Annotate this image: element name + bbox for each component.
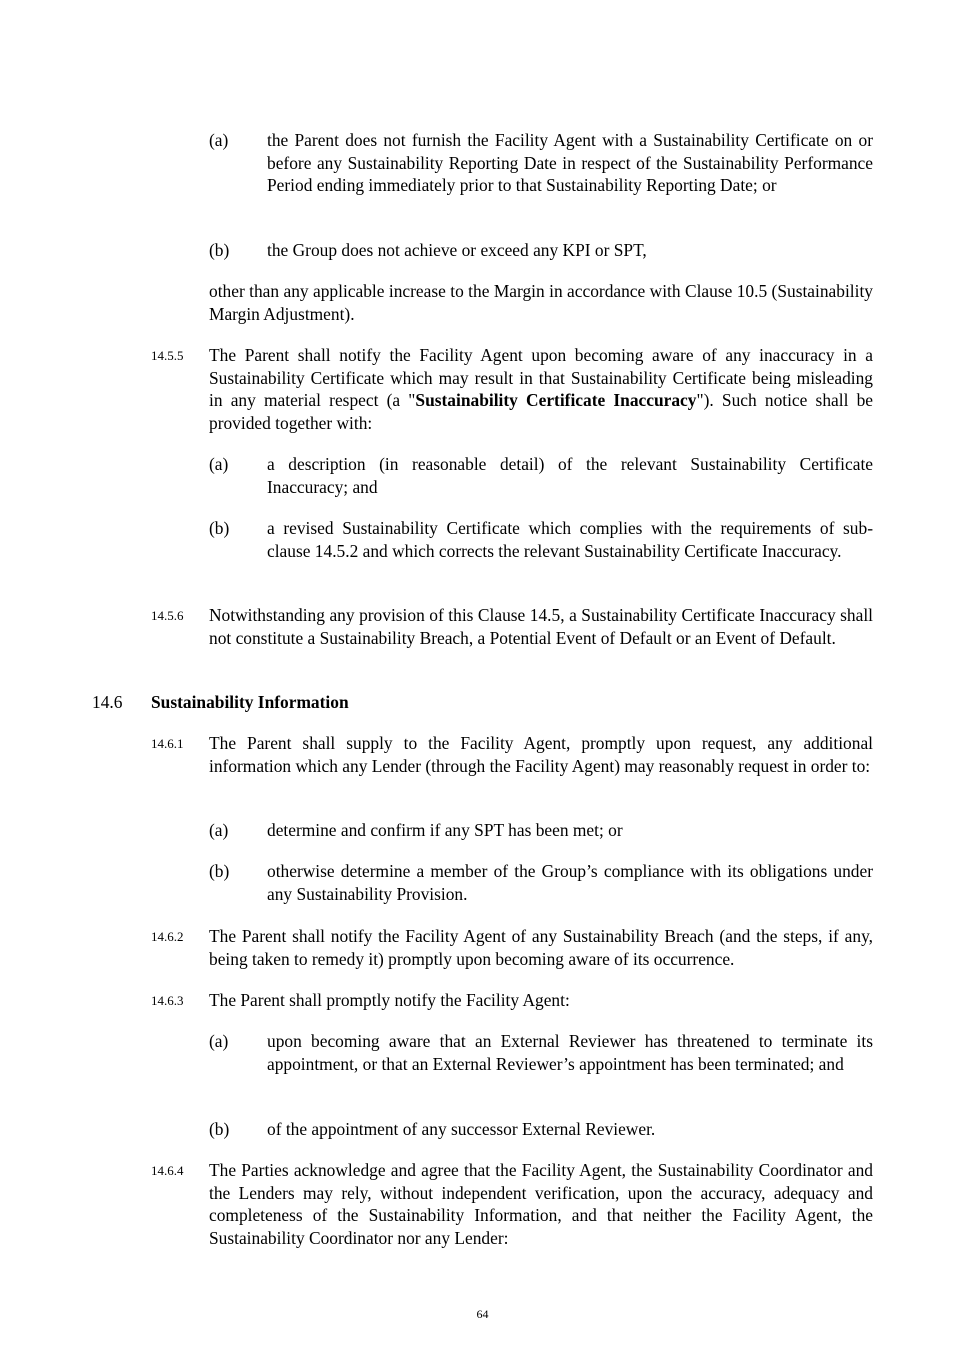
- section-title: Sustainability Information: [151, 692, 349, 712]
- clause-14-6-1-b-text: otherwise determine a member of the Group’s compliance with its obligations under any Sustainability Provision.: [267, 861, 873, 904]
- clause-number-14-5-5: 14.5.5: [151, 348, 184, 363]
- clause-14-6-2-text: The Parent shall notify the Facility Agent of any Sustainability Breach (and the steps, if any, being taken to remedy it) promptly upon becoming aware of its occurrence.: [209, 926, 873, 969]
- clause-14-5-5-b-label: (b): [209, 518, 230, 538]
- section-number: 14.6: [92, 692, 123, 712]
- clause-number-14-6-2: 14.6.2: [151, 929, 184, 944]
- clause-number-14-6-4: 14.6.4: [151, 1163, 184, 1178]
- clause-14-6-3-text: The Parent shall promptly notify the Facility Agent:: [209, 990, 570, 1010]
- clause-14-6-3-b-text: of the appointment of any successor External Reviewer.: [267, 1119, 656, 1139]
- item-a-label: (a): [209, 130, 229, 150]
- clause-number-14-6-3: 14.6.3: [151, 993, 184, 1008]
- clause-14-5-5-text-after: "). Such notice shall be provided together with:: [209, 390, 874, 433]
- clause-14-5-5-a-label: (a): [209, 454, 229, 474]
- clause-14-6-3-a-label: (a): [209, 1031, 229, 1051]
- paragraph-margin-adjustment: other than any applicable increase to the Margin in accordance with Clause 10.5 (Sustainability Margin Adjustment).: [209, 281, 873, 324]
- item-b-text: the Group does not achieve or exceed any KPI or SPT,: [267, 240, 647, 260]
- clause-14-6-1-b-label: (b): [209, 861, 230, 881]
- clause-number-14-5-6: 14.5.6: [151, 608, 184, 623]
- page-number: 64: [476, 1307, 489, 1321]
- clause-14-5-5-text: [209, 344, 873, 434]
- clause-14-5-5-text-before: The Parent shall notify the Facility Agent upon becoming aware of any inaccuracy in a Sustainability Certificate which may result in that Sustainability Certificate being misleading in any material respect (a ": [209, 345, 873, 411]
- clause-14-6-1-a-label: (a): [209, 820, 229, 840]
- item-a-text: the Parent does not furnish the Facility Agent with a Sustainability Certificate on or before any Sustainability Reporting Date in respect of the Sustainability Performance Period ending immediately prior to that Sustainability Reporting Date; or: [267, 130, 873, 196]
- clause-number-14-6-1: 14.6.1: [151, 736, 184, 751]
- clause-14-6-1-text: The Parent shall supply to the Facility Agent, promptly upon request, any additional information which any Lender (through the Facility Agent) may reasonably request in order to:: [209, 733, 873, 776]
- clause-14-6-3-a-text: upon becoming aware that an External Reviewer has threatened to terminate its appointment, or that an External Reviewer’s appointment has been terminated; and: [267, 1031, 873, 1074]
- clause-14-6-3-b-label: (b): [209, 1119, 230, 1139]
- item-b-label: (b): [209, 240, 230, 260]
- clause-14-5-6-text: Notwithstanding any provision of this Clause 14.5, a Sustainability Certificate Inaccuracy shall not constitute a Sustainability Breach, a Potential Event of Default or an Event of Default.: [209, 605, 873, 648]
- clause-14-6-4-text: The Parties acknowledge and agree that the Facility Agent, the Sustainability Coordinator and the Lenders may rely, without independent verification, upon the accuracy, adequacy and completeness of the Sustainability Information, and that neither the Facility Agent, the Sustainability Coordinator nor any Lender:: [209, 1160, 873, 1248]
- defined-term: Sustainability Certificate Inaccuracy: [415, 390, 697, 411]
- clause-14-6-1-a-text: determine and confirm if any SPT has been met; or: [267, 820, 623, 840]
- clause-14-5-5-a-text: a description (in reasonable detail) of the relevant Sustainability Certificate Inaccuracy; and: [267, 454, 873, 497]
- clause-14-5-5-b-text: a revised Sustainability Certificate which complies with the requirements of sub-clause 14.5.2 and which corrects the relevant Sustainability Certificate Inaccuracy.: [267, 518, 873, 561]
